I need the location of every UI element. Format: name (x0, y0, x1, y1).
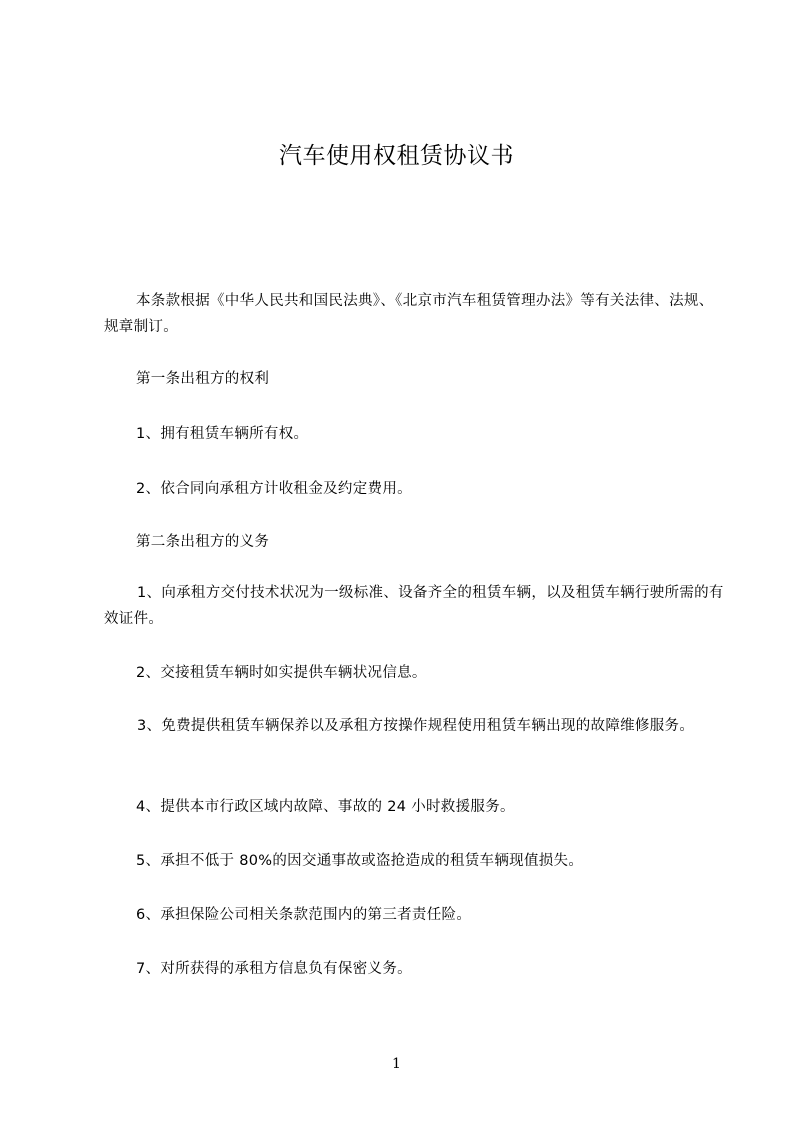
list-item: 1、拥有租赁车辆所有权。 (136, 426, 309, 442)
list-item: 2、交接租赁车辆时如实提供车辆状况信息。 (136, 665, 427, 681)
list-item: 4、提供本市行政区域内故障、事故的 24 小时救援服务。 (136, 799, 515, 815)
list-item: 1、向承租方交付技术状况为一级标准、设备齐全的租赁车辆，以及租赁车辆行驶所需的有效证件。 (104, 585, 724, 627)
list-item: 6、承担保险公司相关条款范围内的第三者责任险。 (136, 907, 472, 923)
page-number: 1 (392, 1056, 401, 1072)
list-item: 5、承担不低于 80%的因交通事故或盗抢造成的租赁车辆现值损失。 (136, 853, 584, 869)
article-heading: 第二条出租方的义务 (136, 534, 270, 550)
article-heading: 第一条出租方的权利 (136, 371, 270, 387)
list-item: 7、对所获得的承租方信息负有保密义务。 (136, 961, 412, 977)
list-item: 3、免费提供租赁车辆保养以及承租方按操作规程使用租赁车辆出现的故障维修服务。 (137, 718, 695, 734)
list-item: 2、依合同向承租方计收租金及约定费用。 (136, 481, 412, 497)
preamble-paragraph: 本条款根据《中华人民共和国民法典》、《北京市汽车租赁管理办法》等有关法律、法规、规章制订。 (104, 293, 714, 335)
document-title: 汽车使用权租赁协议书 (279, 143, 514, 169)
